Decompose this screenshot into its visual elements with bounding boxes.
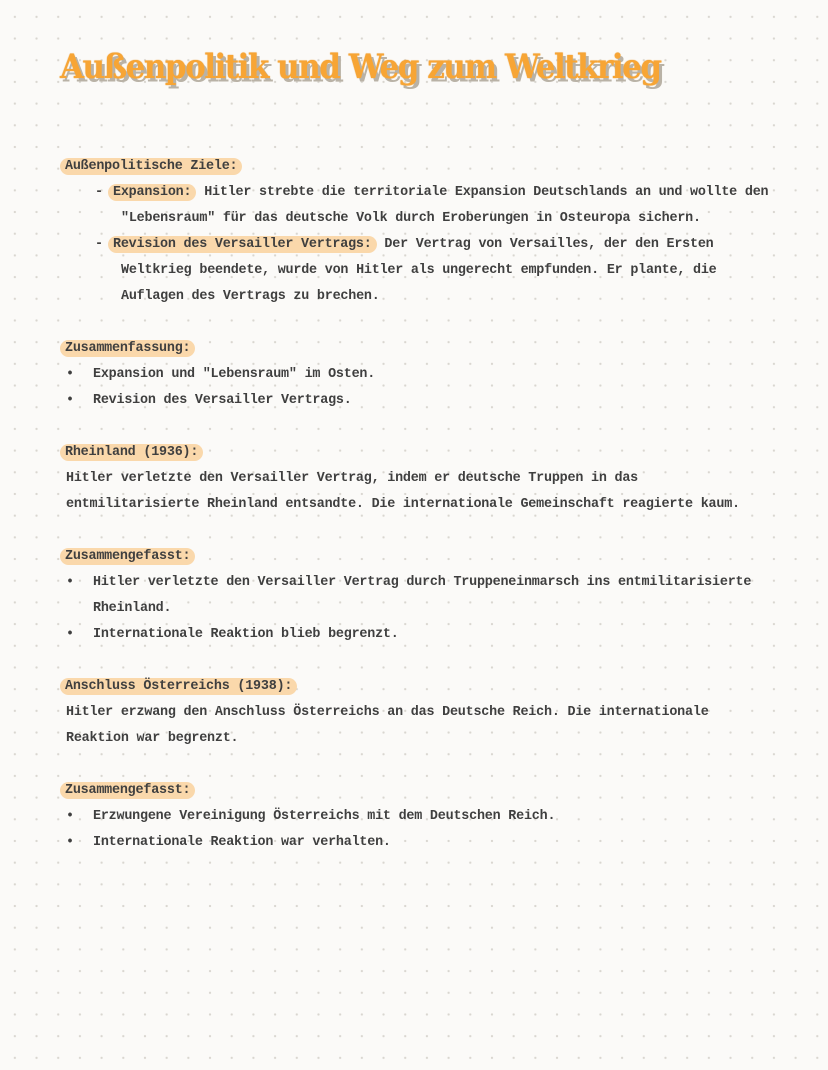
summary-1-list <box>61 362 771 414</box>
rhineland-paragraph: Hitler verletzte den Versailler Vertrag, indem er deutsche Truppen in das entmilitarisierte Rheinland entsandte. Die internationale Gemeinschaft reagierte kaum. <box>66 471 740 512</box>
section-summary-3 <box>61 778 771 856</box>
list-item: • Expansion und "Lebensraum" im Osten. <box>61 362 771 388</box>
section-anschluss <box>61 674 771 752</box>
dash-marker: - <box>95 237 103 252</box>
section-goals <box>61 154 771 310</box>
list-item: • Internationale Reaktion war verhalten. <box>61 830 771 856</box>
goal-item-expansion <box>61 180 771 232</box>
goal-text-revision: Der Vertrag von Versailles, der den Ersten Weltkrieg beendete, wurde von Hitler als ungerecht empfunden. Er plante, die Auflagen des Vertrags zu brechen. <box>121 237 717 304</box>
bullet-marker: • <box>66 393 74 408</box>
section-rhineland <box>61 440 771 518</box>
dash-marker: - <box>95 185 103 200</box>
section-heading-rhineland: Rheinland (1936): <box>60 444 203 461</box>
section-summary-2 <box>61 544 771 648</box>
section-heading-anschluss: Anschluss Österreichs (1938): <box>60 678 297 695</box>
bullet-marker: • <box>66 809 74 824</box>
anschluss-paragraph: Hitler erzwang den Anschluss Österreichs an das Deutsche Reich. Die internationale Reaktion war begrenzt. <box>66 705 709 746</box>
summary-2-list <box>61 570 771 648</box>
section-summary-1 <box>61 336 771 414</box>
bullet-marker: • <box>66 627 74 642</box>
summary-3-list <box>61 804 771 856</box>
section-heading-summary-1: Zusammenfassung: <box>60 340 195 357</box>
goal-term-revision: Revision des Versailler Vertrags: <box>108 236 377 253</box>
bullet-marker: • <box>66 367 74 382</box>
list-item: • Erzwungene Vereinigung Österreichs mit dem Deutschen Reich. <box>61 804 771 830</box>
note-body <box>61 154 771 882</box>
page-title: Außenpolitik und Weg zum Weltkrieg <box>60 48 661 87</box>
section-heading-goals: Außenpolitische Ziele: <box>60 158 242 175</box>
list-item: • Internationale Reaktion blieb begrenzt. <box>61 622 771 648</box>
bullet-marker: • <box>66 575 74 590</box>
goal-text-expansion: Hitler strebte die territoriale Expansion Deutschlands an und wollte den "Lebensraum" für das deutsche Volk durch Eroberungen in Osteuropa sichern. <box>121 185 769 226</box>
bullet-marker: • <box>66 835 74 850</box>
list-item: • Revision des Versailler Vertrags. <box>61 388 771 414</box>
section-heading-summary-3: Zusammengefasst: <box>60 782 195 799</box>
goal-term-expansion: Expansion: <box>108 184 196 201</box>
section-heading-summary-2: Zusammengefasst: <box>60 548 195 565</box>
list-item: • Hitler verletzte den Versailler Vertrag durch Truppeneinmarsch ins entmilitarisierte Rheinland. <box>61 570 771 622</box>
goal-item-revision <box>61 232 771 310</box>
